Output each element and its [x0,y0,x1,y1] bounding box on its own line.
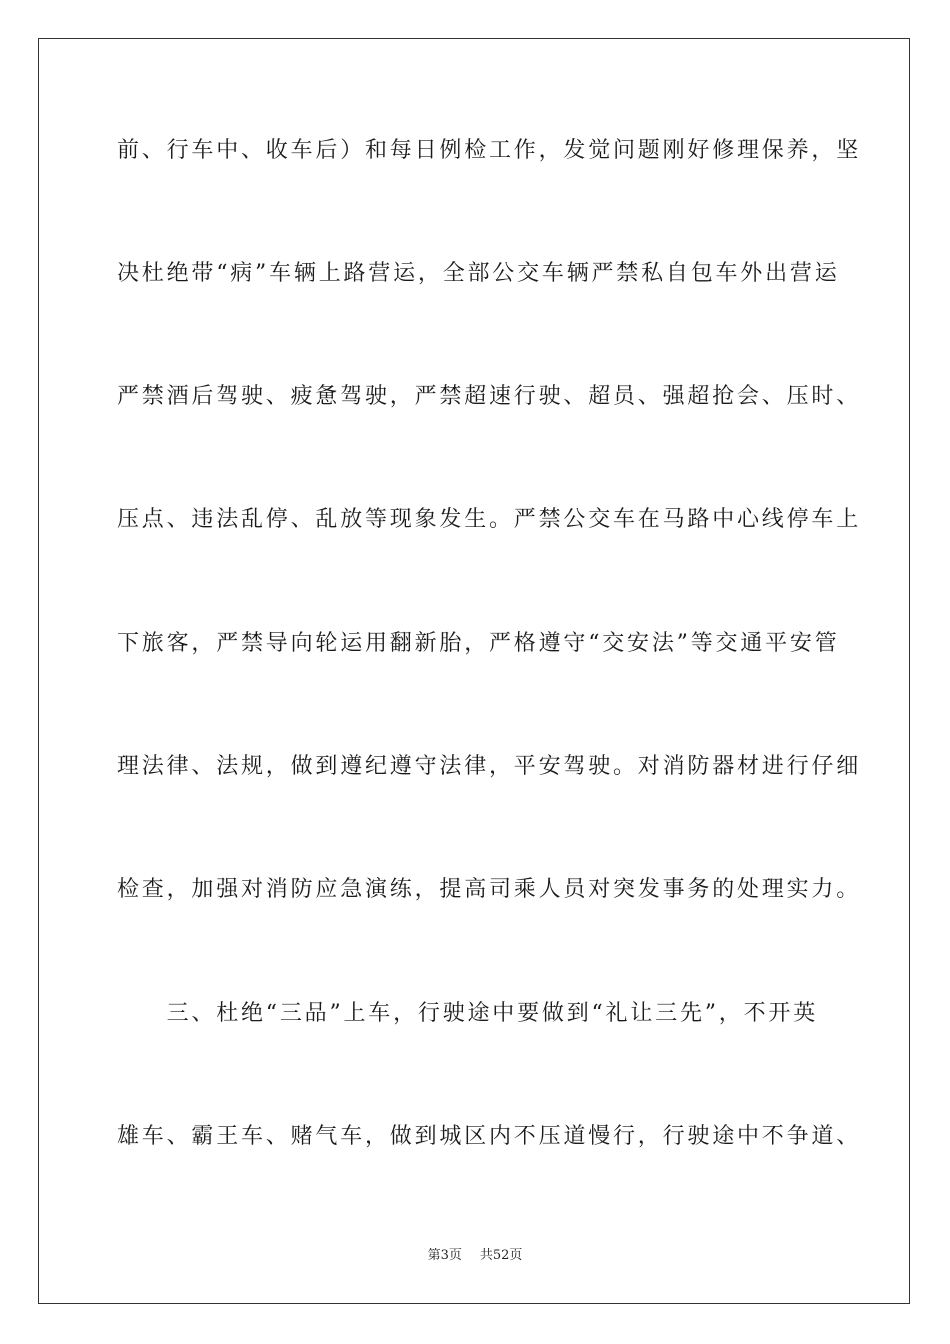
text-line-6: 理法律、法规，做到遵纪遵守法律，平安驾驶。对消防器材进行仔细 [117,754,862,779]
text-line-2: 决杜绝带“病”车辆上路营运，全部公交车辆严禁私自包车外出营运 [117,261,840,286]
text-line-8: 三、杜绝“三品”上车，行驶途中要做到“礼让三先”，不开英 [117,1001,818,1026]
page-total: 共52页 [479,1248,523,1263]
text-line-1: 前、行车中、收车后）和每日例检工作，发觉问题刚好修理保养，坚 [117,138,862,163]
text-line-4: 压点、违法乱停、乱放等现象发生。严禁公交车在马路中心线停车上 [117,507,862,532]
text-line-5: 下旅客，严禁导向轮运用翻新胎，严格遵守“交安法”等交通平安管 [117,631,840,656]
text-line-3: 严禁酒后驾驶、疲惫驾驶，严禁超速行驶、超员、强超抢会、压时、 [117,384,862,409]
page-number: 第3页 [427,1248,462,1263]
page-border [38,38,910,1304]
text-line-9: 雄车、霸王车、赌气车，做到城区内不压道慢行，行驶途中不争道、 [117,1124,862,1149]
page-footer [0,1247,950,1265]
text-line-7: 检查，加强对消防应急演练，提高司乘人员对突发事务的处理实力。 [117,877,862,902]
